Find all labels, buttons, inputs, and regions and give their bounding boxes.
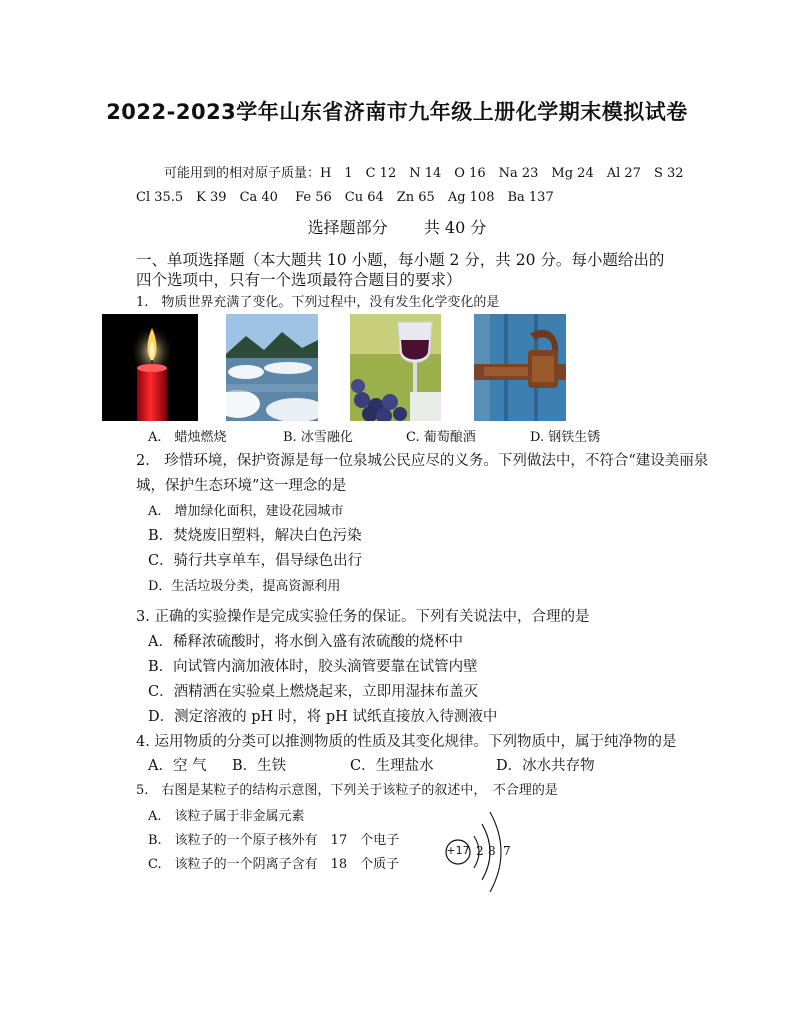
- q2-option-b: B．焚烧废旧塑料，解决白色污染: [148, 528, 362, 544]
- q5-option-b: B. 该粒子的一个原子核外有 17 个电子: [148, 833, 400, 848]
- q1-option-c: C. 葡萄酿酒: [406, 430, 476, 445]
- atomic-mass-line-1: 可能用到的相对原子质量：H 1 C 12 N 14 O 16 Na 23 Mg 24 Al 27 S 32: [164, 166, 684, 181]
- section-score: 共 40 分: [423, 218, 487, 237]
- shell-2-electrons: 8: [488, 844, 496, 858]
- q3-option-d: D．测定溶液的 pH 时，将 pH 试纸直接放入待测液中: [148, 709, 498, 725]
- atomic-mass-line-2: Cl 35.5 K 39 Ca 40 Fe 56 Cu 64 Zn 65 Ag 108 Ba 137: [136, 190, 554, 205]
- q3-option-c: C．酒精洒在实验桌上燃烧起来，立即用湿抹布盖灭: [148, 684, 479, 700]
- q4-option-a: A．空 气: [148, 758, 207, 774]
- atom-structure-diagram: [440, 806, 520, 896]
- section-part: 选择题部分: [307, 218, 388, 237]
- q1-option-a: A. 蜡烛燃烧: [148, 430, 227, 445]
- q2-option-a: A. 增加绿化面积，建设花园城市: [148, 504, 344, 519]
- shell-3-electrons: 7: [503, 844, 511, 858]
- exam-title: 2022-2023学年山东省济南市九年级上册化学期末模拟试卷: [106, 100, 688, 124]
- shell-1-electrons: 2: [476, 844, 484, 858]
- q4-option-b: B．生铁: [232, 758, 287, 774]
- q3-option-b: B．向试管内滴加液体时，胶头滴管要靠在试管内壁: [148, 659, 478, 675]
- nucleus-charge: +17: [446, 844, 470, 857]
- q2-option-d: D．生活垃圾分类，提高资源利用: [148, 579, 341, 594]
- q3-stem: 3. 正确的实验操作是完成实验任务的保证。下列有关说法中，合理的是: [136, 609, 590, 625]
- section-title: [0, 215, 794, 238]
- q1-option-d: D. 钢铁生锈: [530, 430, 601, 445]
- q5-stem: 5. 右图是某粒子的结构示意图，下列关于该粒子的叙述中， 不合理的是: [136, 783, 558, 798]
- q4-option-d: D．冰水共存物: [496, 758, 595, 774]
- instructions-line-1: 一、单项选择题（本大题共 10 小题，每小题 2 分，共 20 分。每小题给出的: [136, 251, 665, 269]
- snow-image: [226, 314, 318, 421]
- q1-option-b: B. 冰雪融化: [283, 430, 353, 445]
- q3-option-a: A．稀释浓硫酸时，将水倒入盛有浓硫酸的烧杯中: [148, 634, 463, 650]
- q5-option-c: C. 该粒子的一个阴离子含有 18 个质子: [148, 857, 400, 872]
- q2-stem-line-2: 城，保护生态环境”这一理念的是: [136, 478, 347, 494]
- wine-image: [350, 314, 441, 421]
- q4-option-c: C．生理盐水: [350, 758, 434, 774]
- q5-option-a: A. 该粒子属于非金属元素: [148, 809, 305, 824]
- instructions-line-2: 四个选项中，只有一个选项最符合题目的要求）: [136, 271, 462, 289]
- q4-stem: 4. 运用物质的分类可以推测物质的性质及其变化规律。下列物质中，属于纯净物的是: [136, 734, 677, 750]
- candle-image: [102, 314, 198, 421]
- rusty-lock-image: [474, 314, 566, 421]
- q2-option-c: C．骑行共享单车，倡导绿色出行: [148, 553, 363, 569]
- q2-stem-line-1: 2. 珍惜环境，保护资源是每一位泉城公民应尽的义务。下列做法中，不符合“建设美丽泉: [136, 453, 709, 469]
- q1-stem: 1. 物质世界充满了变化。下列过程中，没有发生化学变化的是: [136, 295, 500, 310]
